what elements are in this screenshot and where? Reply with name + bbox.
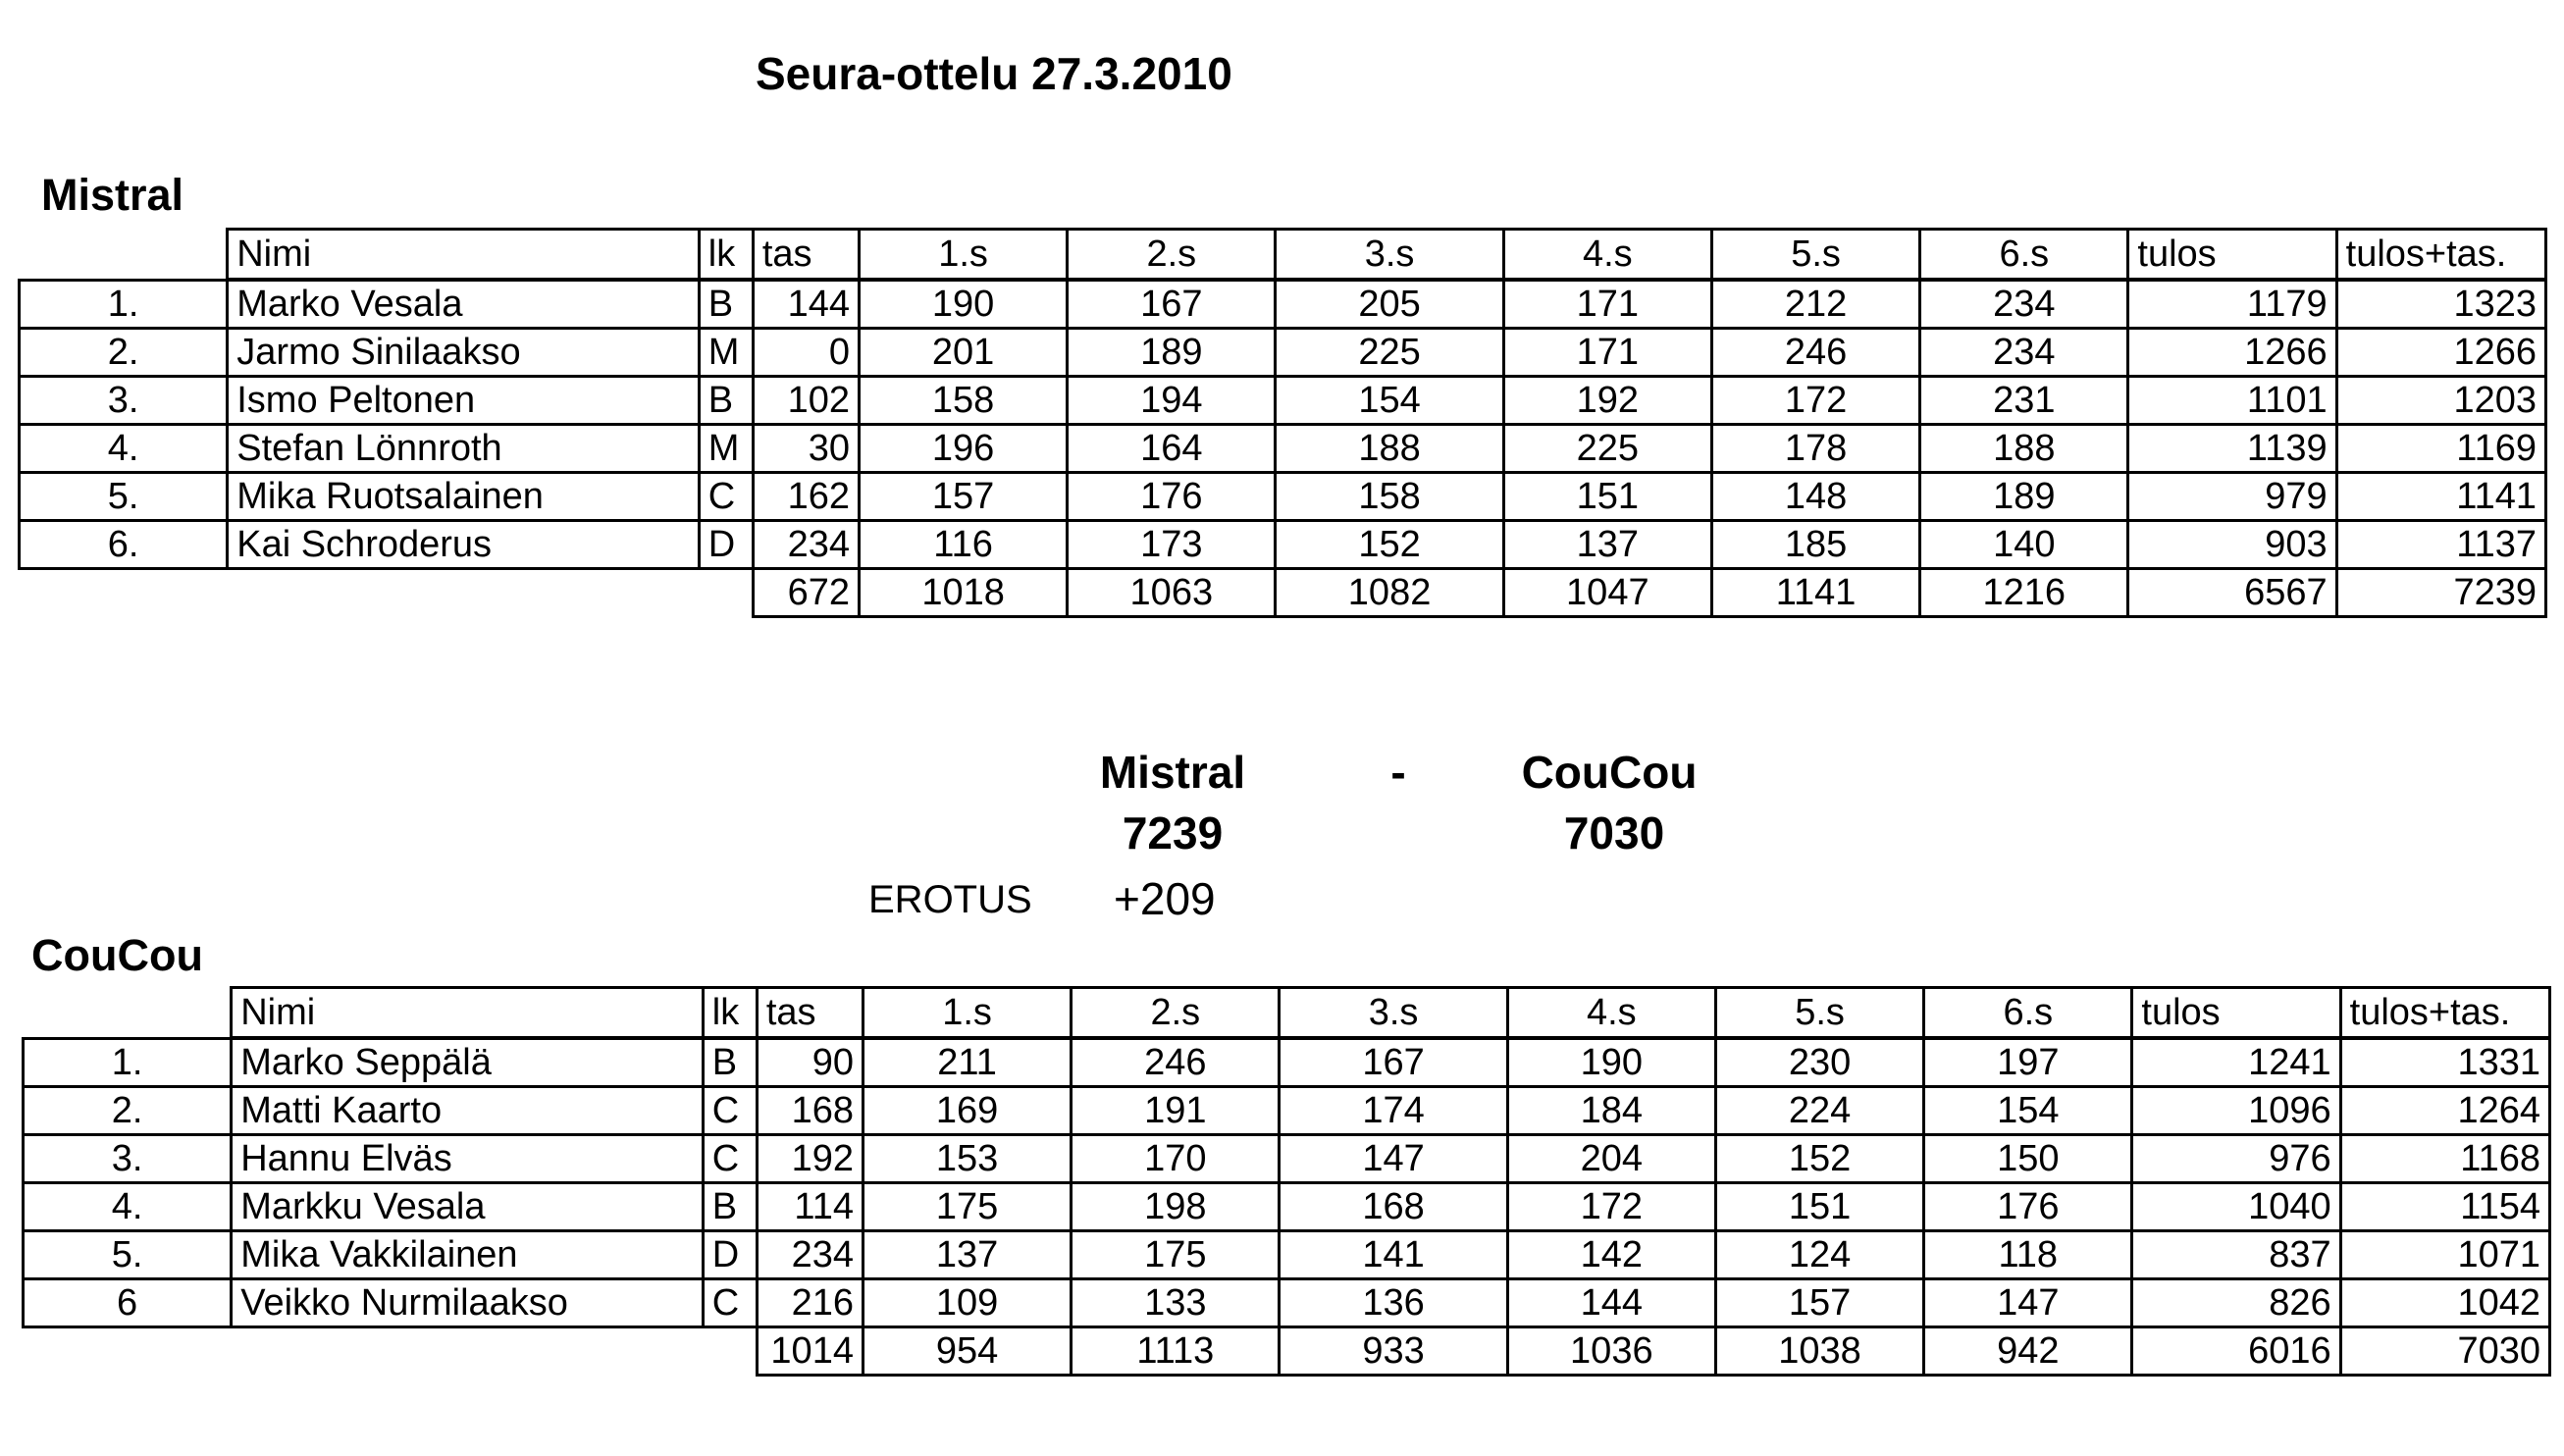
player-s3: 225 xyxy=(1276,329,1503,377)
player-lk: B xyxy=(703,1183,757,1231)
player-s1: 190 xyxy=(859,280,1067,329)
table-row xyxy=(20,521,2546,569)
player-s5: 212 xyxy=(1711,280,1919,329)
player-lk: D xyxy=(699,521,753,569)
player-s5: 172 xyxy=(1711,377,1919,425)
total-s6: 1216 xyxy=(1920,569,2128,617)
header-spacer xyxy=(24,988,232,1039)
player-tas: 0 xyxy=(753,329,859,377)
total-tulos: 6016 xyxy=(2132,1327,2340,1376)
player-s4: 192 xyxy=(1503,377,1711,425)
player-s4: 204 xyxy=(1507,1135,1715,1183)
player-total: 1137 xyxy=(2336,521,2545,569)
difference-value: +209 xyxy=(1114,873,1216,924)
player-s3: 136 xyxy=(1280,1279,1507,1327)
player-total: 1323 xyxy=(2336,280,2545,329)
player-s3: 152 xyxy=(1276,521,1503,569)
header-s2: 2.s xyxy=(1072,988,1280,1039)
header-s4: 4.s xyxy=(1503,230,1711,281)
player-s6: 140 xyxy=(1920,521,2128,569)
player-rank: 6. xyxy=(20,521,228,569)
player-name: Veikko Nurmilaakso xyxy=(232,1279,704,1327)
player-total: 1266 xyxy=(2336,329,2545,377)
player-name: Hannu Elväs xyxy=(232,1135,704,1183)
player-tas: 192 xyxy=(757,1135,863,1183)
player-s2: 191 xyxy=(1072,1087,1280,1135)
player-rank: 2. xyxy=(20,329,228,377)
player-total: 1071 xyxy=(2340,1231,2549,1279)
header-s1: 1.s xyxy=(859,230,1067,281)
player-s3: 188 xyxy=(1276,425,1503,473)
player-s4: 142 xyxy=(1507,1231,1715,1279)
player-total: 1169 xyxy=(2336,425,2545,473)
player-s6: 189 xyxy=(1920,473,2128,521)
header-s4: 4.s xyxy=(1507,988,1715,1039)
mistral-score-table xyxy=(18,228,2547,618)
player-tulos: 1040 xyxy=(2132,1183,2340,1231)
player-s2: 164 xyxy=(1068,425,1276,473)
player-s5: 152 xyxy=(1715,1135,1923,1183)
player-s4: 144 xyxy=(1507,1279,1715,1327)
player-s5: 185 xyxy=(1711,521,1919,569)
table-row xyxy=(24,1135,2550,1183)
total-grand: 7239 xyxy=(2336,569,2545,617)
totals-spacer xyxy=(699,569,753,617)
player-s2: 176 xyxy=(1068,473,1276,521)
player-s6: 176 xyxy=(1924,1183,2132,1231)
player-s2: 189 xyxy=(1068,329,1276,377)
header-s6: 6.s xyxy=(1920,230,2128,281)
player-s2: 175 xyxy=(1072,1231,1280,1279)
total-s1: 1018 xyxy=(859,569,1067,617)
player-tas: 114 xyxy=(757,1183,863,1231)
header-tulos-tas: tulos+tas. xyxy=(2340,988,2549,1039)
table-row xyxy=(24,1038,2550,1087)
player-s1: 169 xyxy=(863,1087,1071,1135)
player-s1: 157 xyxy=(859,473,1067,521)
player-rank: 1. xyxy=(20,280,228,329)
player-name: Markku Vesala xyxy=(232,1183,704,1231)
player-s1: 211 xyxy=(863,1038,1071,1087)
player-total: 1203 xyxy=(2336,377,2545,425)
team-heading-coucou: CouCou xyxy=(31,930,203,980)
totals-spacer xyxy=(24,1327,232,1376)
totals-spacer xyxy=(20,569,228,617)
table-row xyxy=(24,1087,2550,1135)
player-tulos: 976 xyxy=(2132,1135,2340,1183)
header-s6: 6.s xyxy=(1924,988,2132,1039)
player-total: 1331 xyxy=(2340,1038,2549,1087)
total-tas: 1014 xyxy=(757,1327,863,1376)
player-s1: 116 xyxy=(859,521,1067,569)
player-s3: 167 xyxy=(1280,1038,1507,1087)
player-lk: B xyxy=(703,1038,757,1087)
player-s6: 234 xyxy=(1920,329,2128,377)
player-lk: D xyxy=(703,1231,757,1279)
player-tas: 30 xyxy=(753,425,859,473)
player-s5: 246 xyxy=(1711,329,1919,377)
player-rank: 3. xyxy=(24,1135,232,1183)
player-s5: 224 xyxy=(1715,1087,1923,1135)
player-s5: 157 xyxy=(1715,1279,1923,1327)
player-s6: 188 xyxy=(1920,425,2128,473)
player-name: Marko Vesala xyxy=(228,280,700,329)
player-name: Kai Schroderus xyxy=(228,521,700,569)
player-name: Mika Ruotsalainen xyxy=(228,473,700,521)
player-s2: 170 xyxy=(1072,1135,1280,1183)
table-header-row xyxy=(24,988,2550,1039)
total-s5: 1141 xyxy=(1711,569,1919,617)
player-rank: 4. xyxy=(24,1183,232,1231)
player-s3: 174 xyxy=(1280,1087,1507,1135)
player-tas: 162 xyxy=(753,473,859,521)
player-s1: 137 xyxy=(863,1231,1071,1279)
player-s4: 171 xyxy=(1503,280,1711,329)
player-total: 1042 xyxy=(2340,1279,2549,1327)
player-rank: 5. xyxy=(24,1231,232,1279)
header-tas: tas xyxy=(757,988,863,1039)
player-s6: 234 xyxy=(1920,280,2128,329)
player-tulos: 1096 xyxy=(2132,1087,2340,1135)
player-s5: 230 xyxy=(1715,1038,1923,1087)
player-rank: 2. xyxy=(24,1087,232,1135)
player-tulos: 826 xyxy=(2132,1279,2340,1327)
header-s3: 3.s xyxy=(1280,988,1507,1039)
player-name: Mika Vakkilainen xyxy=(232,1231,704,1279)
player-s3: 158 xyxy=(1276,473,1503,521)
table-row xyxy=(20,280,2546,329)
player-s1: 153 xyxy=(863,1135,1071,1183)
player-s4: 151 xyxy=(1503,473,1711,521)
player-s6: 118 xyxy=(1924,1231,2132,1279)
match-separator: - xyxy=(1390,747,1406,798)
player-s3: 141 xyxy=(1280,1231,1507,1279)
header-tulos: tulos xyxy=(2128,230,2336,281)
table-row xyxy=(20,425,2546,473)
match-team1-name: Mistral xyxy=(1099,747,1246,798)
totals-spacer xyxy=(703,1327,757,1376)
player-tulos: 903 xyxy=(2128,521,2336,569)
match-team1-score: 7239 xyxy=(1122,807,1224,858)
player-s2: 198 xyxy=(1072,1183,1280,1231)
player-s4: 171 xyxy=(1503,329,1711,377)
player-s1: 175 xyxy=(863,1183,1071,1231)
player-s3: 147 xyxy=(1280,1135,1507,1183)
header-s3: 3.s xyxy=(1276,230,1503,281)
total-s2: 1113 xyxy=(1072,1327,1280,1376)
player-s4: 225 xyxy=(1503,425,1711,473)
header-s5: 5.s xyxy=(1711,230,1919,281)
player-s5: 151 xyxy=(1715,1183,1923,1231)
header-s5: 5.s xyxy=(1715,988,1923,1039)
table-row xyxy=(24,1183,2550,1231)
player-name: Stefan Lönnroth xyxy=(228,425,700,473)
player-s2: 133 xyxy=(1072,1279,1280,1327)
player-name: Jarmo Sinilaakso xyxy=(228,329,700,377)
player-tulos: 979 xyxy=(2128,473,2336,521)
total-s4: 1036 xyxy=(1507,1327,1715,1376)
player-s3: 168 xyxy=(1280,1183,1507,1231)
player-tas: 216 xyxy=(757,1279,863,1327)
player-name: Matti Kaarto xyxy=(232,1087,704,1135)
page-title: Seura-ottelu 27.3.2010 xyxy=(756,48,1232,99)
player-s4: 137 xyxy=(1503,521,1711,569)
player-total: 1264 xyxy=(2340,1087,2549,1135)
total-grand: 7030 xyxy=(2340,1327,2549,1376)
player-total: 1168 xyxy=(2340,1135,2549,1183)
player-s2: 246 xyxy=(1072,1038,1280,1087)
match-team2-score: 7030 xyxy=(1563,807,1665,858)
player-lk: C xyxy=(703,1135,757,1183)
header-tas: tas xyxy=(753,230,859,281)
player-tas: 144 xyxy=(753,280,859,329)
player-s5: 178 xyxy=(1711,425,1919,473)
player-s2: 173 xyxy=(1068,521,1276,569)
player-s6: 197 xyxy=(1924,1038,2132,1087)
player-rank: 5. xyxy=(20,473,228,521)
total-s5: 1038 xyxy=(1715,1327,1923,1376)
total-s2: 1063 xyxy=(1068,569,1276,617)
player-lk: C xyxy=(699,473,753,521)
player-s6: 150 xyxy=(1924,1135,2132,1183)
header-tulos: tulos xyxy=(2132,988,2340,1039)
player-lk: M xyxy=(699,329,753,377)
player-s4: 190 xyxy=(1507,1038,1715,1087)
player-total: 1141 xyxy=(2336,473,2545,521)
player-tas: 168 xyxy=(757,1087,863,1135)
player-s4: 184 xyxy=(1507,1087,1715,1135)
team-heading-mistral: Mistral xyxy=(41,170,184,220)
header-lk: lk xyxy=(703,988,757,1039)
totals-spacer xyxy=(232,1327,704,1376)
player-s6: 147 xyxy=(1924,1279,2132,1327)
total-s1: 954 xyxy=(863,1327,1071,1376)
match-team2-name: CouCou xyxy=(1521,747,1698,798)
header-s2: 2.s xyxy=(1068,230,1276,281)
coucou-score-table xyxy=(22,986,2551,1377)
player-tulos: 1179 xyxy=(2128,280,2336,329)
player-tulos: 1101 xyxy=(2128,377,2336,425)
player-s5: 148 xyxy=(1711,473,1919,521)
player-total: 1154 xyxy=(2340,1183,2549,1231)
player-rank: 1. xyxy=(24,1038,232,1087)
player-tas: 102 xyxy=(753,377,859,425)
totals-spacer xyxy=(228,569,700,617)
player-s1: 109 xyxy=(863,1279,1071,1327)
player-s3: 205 xyxy=(1276,280,1503,329)
player-tas: 234 xyxy=(753,521,859,569)
player-lk: M xyxy=(699,425,753,473)
player-tulos: 1241 xyxy=(2132,1038,2340,1087)
header-tulos-tas: tulos+tas. xyxy=(2336,230,2545,281)
difference-label: EROTUS xyxy=(868,878,1032,921)
totals-row xyxy=(20,569,2546,617)
player-rank: 3. xyxy=(20,377,228,425)
table-row xyxy=(24,1231,2550,1279)
player-lk: C xyxy=(703,1279,757,1327)
player-s4: 172 xyxy=(1507,1183,1715,1231)
player-name: Ismo Peltonen xyxy=(228,377,700,425)
total-s4: 1047 xyxy=(1503,569,1711,617)
player-tas: 234 xyxy=(757,1231,863,1279)
header-spacer xyxy=(20,230,228,281)
player-tulos: 1266 xyxy=(2128,329,2336,377)
player-lk: B xyxy=(699,377,753,425)
total-tas: 672 xyxy=(753,569,859,617)
player-lk: B xyxy=(699,280,753,329)
player-tulos: 837 xyxy=(2132,1231,2340,1279)
total-s6: 942 xyxy=(1924,1327,2132,1376)
header-nimi: Nimi xyxy=(228,230,700,281)
header-s1: 1.s xyxy=(863,988,1071,1039)
header-nimi: Nimi xyxy=(232,988,704,1039)
player-lk: C xyxy=(703,1087,757,1135)
header-lk: lk xyxy=(699,230,753,281)
player-rank: 4. xyxy=(20,425,228,473)
player-s1: 196 xyxy=(859,425,1067,473)
player-name: Marko Seppälä xyxy=(232,1038,704,1087)
table-row xyxy=(24,1279,2550,1327)
table-row xyxy=(20,329,2546,377)
player-rank: 6 xyxy=(24,1279,232,1327)
player-s3: 154 xyxy=(1276,377,1503,425)
table-row xyxy=(20,473,2546,521)
player-s2: 194 xyxy=(1068,377,1276,425)
player-s1: 158 xyxy=(859,377,1067,425)
player-tas: 90 xyxy=(757,1038,863,1087)
total-s3: 1082 xyxy=(1276,569,1503,617)
table-header-row xyxy=(20,230,2546,281)
player-s6: 231 xyxy=(1920,377,2128,425)
total-s3: 933 xyxy=(1280,1327,1507,1376)
total-tulos: 6567 xyxy=(2128,569,2336,617)
player-tulos: 1139 xyxy=(2128,425,2336,473)
table-row xyxy=(20,377,2546,425)
player-s1: 201 xyxy=(859,329,1067,377)
totals-row xyxy=(24,1327,2550,1376)
player-s2: 167 xyxy=(1068,280,1276,329)
player-s5: 124 xyxy=(1715,1231,1923,1279)
player-s6: 154 xyxy=(1924,1087,2132,1135)
